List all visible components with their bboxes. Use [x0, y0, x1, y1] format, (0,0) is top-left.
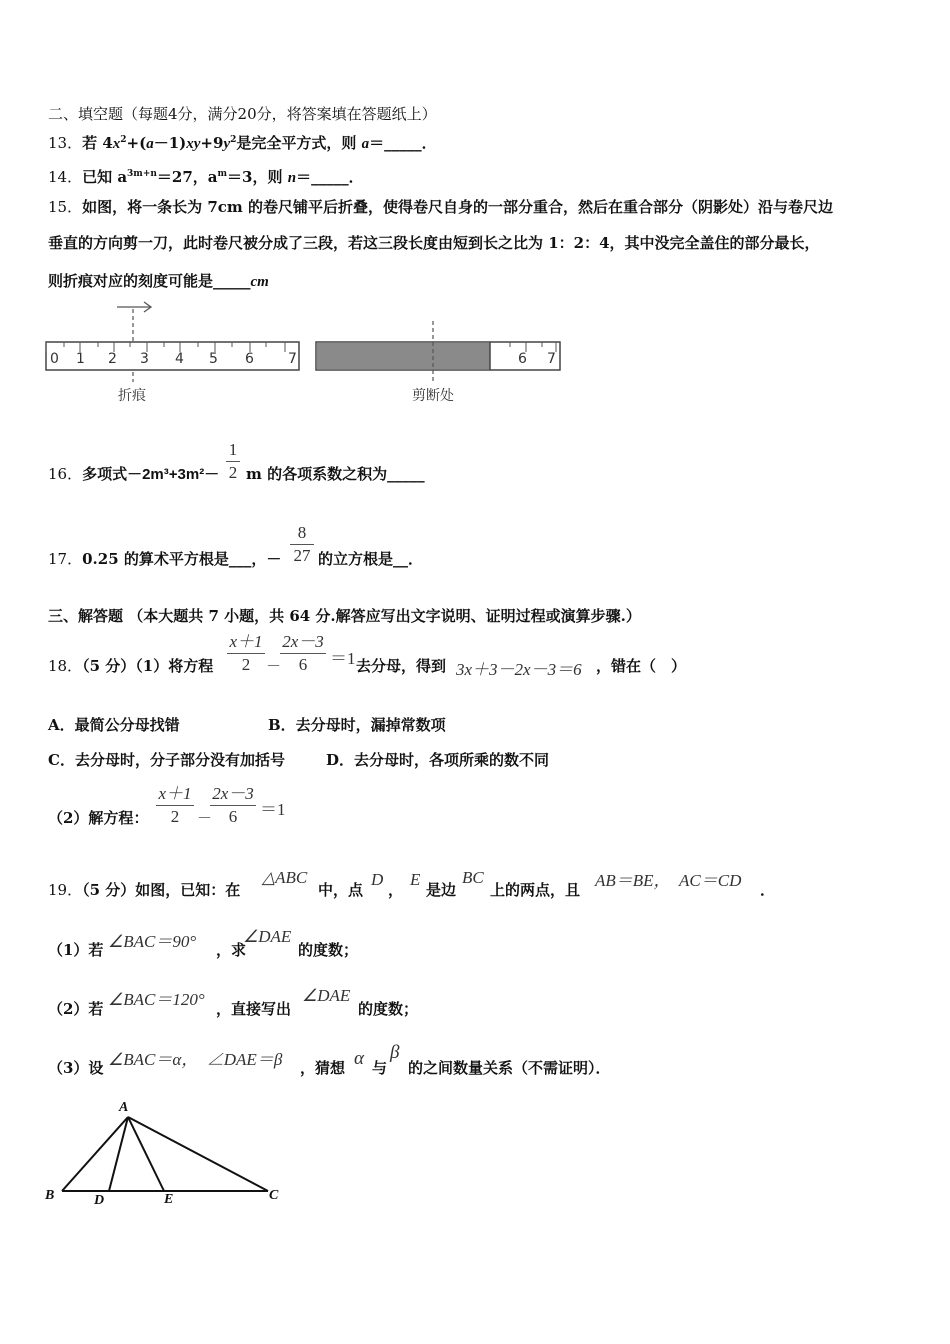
question-15-line-1: 15．如图，将一条长为 7cm 的卷尺铺平后折叠，使得卷尺自身的一部分重合，然后在重合部分（阴影处）沿与卷尺边 [48, 198, 833, 216]
q18-option-c: C．去分母时，分子部分没有加括号 [48, 751, 285, 769]
q19-part-1: （1）若 [48, 941, 104, 959]
q19-p2-angle: ∠BAC＝120° [108, 990, 205, 1009]
question-15-line-3: 则折痕对应的刻度可能是_____cm [48, 272, 269, 290]
ruler-tick-5: 5 [209, 351, 218, 367]
question-16-tail: m 的各项系数之积为_____ [246, 465, 425, 483]
question-15-line-2: 垂直的方向剪一刀，此时卷尺被分成了三段，若这三段长度由短到长之比为 1：2：4，其中没完全盖住的部分最长， [48, 234, 820, 252]
q17-fraction: 8 27 [290, 523, 314, 566]
q18-p2-fraction-2: 2x－3 6 [210, 784, 256, 827]
q19-comma: ， [388, 881, 404, 899]
q18-fraction-2: 2x－3 6 [280, 632, 326, 675]
q18-mid-text: 去分母，得到 [356, 657, 447, 675]
q19-p3-mid: ，猜想 [300, 1059, 346, 1077]
q18-p2-equals: ＝1 [260, 800, 286, 819]
q18-option-d: D．去分母时，各项所乘的数不同 [326, 751, 550, 769]
q19-p2-post: 的度数； [358, 1000, 419, 1018]
q19-p1-mid: ，求 [216, 941, 247, 959]
ruler-tick-7: 7 [288, 351, 297, 367]
question-18: 18．（5 分）（1）将方程 [48, 657, 214, 675]
q18-minus: － [266, 657, 282, 675]
q19-p1-angle: ∠BAC＝90° [108, 932, 197, 951]
ruler-tick-2: 2 [108, 351, 117, 367]
ruler-tick-4: 4 [175, 351, 184, 367]
side-ac [128, 1117, 268, 1191]
label-a: A [119, 1100, 129, 1115]
q18-option-a: A．最简公分母找错 [48, 716, 180, 734]
q19-p3-post: 的之间数量关系（不需证明）． [408, 1059, 611, 1077]
q19-point-d: D [371, 870, 384, 889]
q19-p2-mid: ，直接写出 [216, 1000, 292, 1018]
q19-mid-1: 中，点 [318, 881, 364, 899]
shaded-overlap [317, 343, 490, 369]
section-2-heading: 二、填空题（每题4分，满分20分，将答案填在答题纸上） [48, 105, 437, 123]
section-3-heading: 三、解答题 （本大题共 7 小题，共 64 分.解答应写出文字说明、证明过程或演算步骤.） [48, 607, 641, 625]
q19-p1-post: 的度数； [298, 941, 359, 959]
q19-alpha: α [354, 1048, 364, 1069]
q16-fraction: 1 2 [226, 440, 240, 483]
q18-equals: ＝1 [330, 649, 356, 668]
q19-p1-dae: ∠DAE [243, 927, 292, 946]
question-19: 19．（5 分）如图，已知：在 [48, 881, 241, 899]
q19-mid-3: 上的两点，且 [490, 881, 581, 899]
ruler-tick-6: 6 [245, 351, 254, 367]
right-ruler-tick-6: 6 [518, 351, 527, 367]
ruler-tick-0: 0 [50, 351, 59, 367]
question-13: 13．若 $4x^2+(a-1)xy+9y^2$是完全平方式，则 a＝_____． [48, 134, 437, 152]
cut-label: 剪断处 [412, 388, 454, 404]
q18-tail: ，错在（ ） [596, 657, 687, 675]
triangle-figure [40, 1095, 290, 1210]
q18-option-b: B．去分母时，漏掉常数项 [268, 716, 446, 734]
q19-condition: AB＝BE， AC＝CD [595, 871, 742, 890]
question-16: 16．多项式－2m³+3m²－ [48, 465, 220, 483]
q19-p2-dae: ∠DAE [302, 986, 351, 1005]
segment-ae [128, 1117, 164, 1191]
question-17-tail: 的立方根是__． [318, 550, 424, 568]
q19-p3-angles: ∠BAC＝α， ∠DAE＝β [108, 1050, 283, 1069]
q18-p2-minus: － [197, 809, 213, 827]
q18-expression: 3x＋3－2x－3＝6 [456, 660, 582, 679]
label-d: D [94, 1193, 105, 1208]
q18-p2-fraction-1: x＋1 2 [156, 784, 194, 827]
ruler-tick-3: 3 [140, 351, 149, 367]
q19-mid-2: 是边 [426, 881, 457, 899]
ruler-figure [40, 295, 570, 410]
q19-side-bc: BC [462, 868, 484, 887]
q19-beta: β [390, 1042, 400, 1063]
label-b: B [45, 1188, 55, 1203]
q18-part-2: （2）解方程： [48, 809, 149, 827]
question-14: 14．已知 $a^{3m+n}=27$，$a^m=3$，则 n＝_____． [48, 168, 364, 186]
right-ruler-tick-7: 7 [547, 351, 556, 367]
q18-fraction-1: x＋1 2 [227, 632, 265, 675]
question-17: 17．0.25 的算术平方根是___，－ [48, 550, 282, 568]
q19-yu: 与 [372, 1059, 388, 1077]
label-e: E [164, 1192, 174, 1207]
q19-period: ． [760, 881, 776, 899]
q19-part-3: （3）设 [48, 1059, 104, 1077]
label-c: C [269, 1188, 279, 1203]
q19-part-2: （2）若 [48, 1000, 104, 1018]
fold-label: 折痕 [118, 388, 146, 404]
q19-point-e: E [410, 870, 421, 889]
q19-triangle: △ABC [262, 868, 308, 887]
ruler-tick-1: 1 [76, 351, 85, 367]
